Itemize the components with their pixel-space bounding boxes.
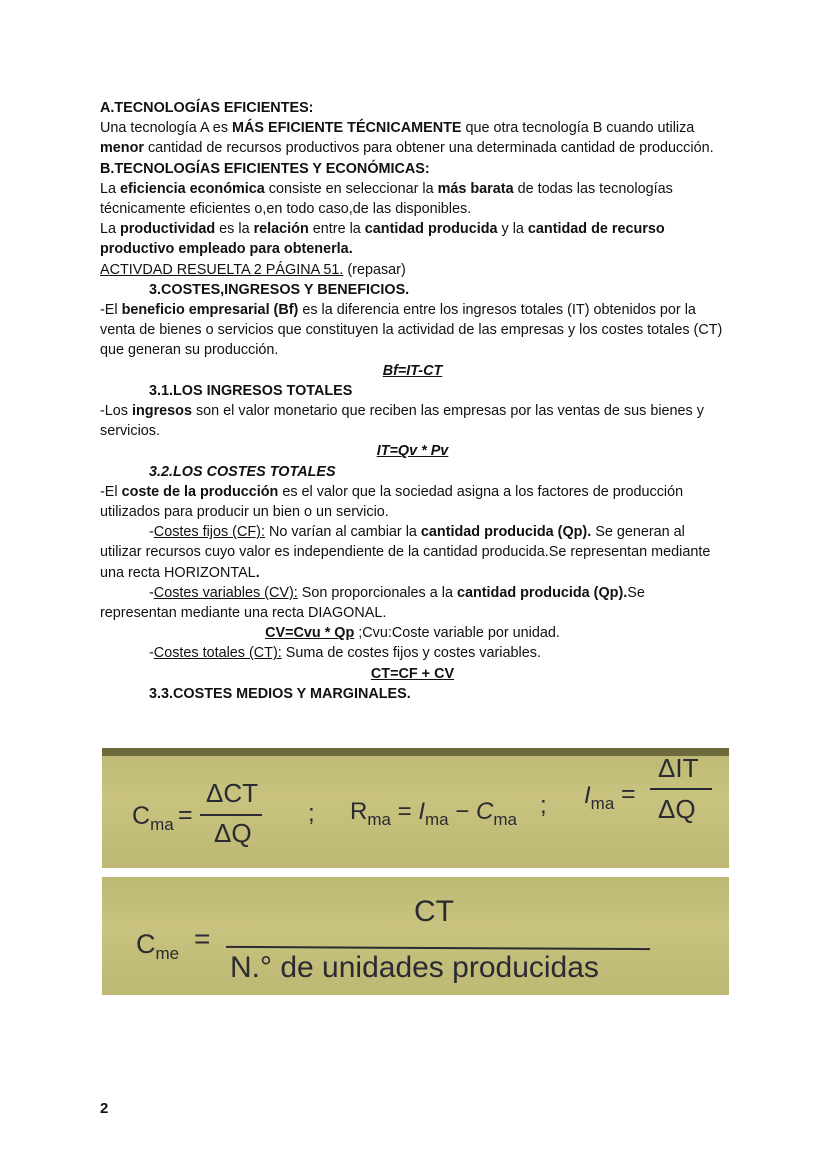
separator: ; xyxy=(308,800,315,827)
section-b-paragraph-1: La eficiencia económica consiste en seleccionar la más barata de todas las tecnologías técnicamente eficientes o,en todo caso,de las disponibles. xyxy=(100,180,673,218)
rma-equation: $R_{ma} = I_{ma} - C_{ma}$ xyxy=(350,798,517,829)
section-b-title: B.TECNOLOGÍAS EFICIENTES Y ECONÓMICAS: xyxy=(100,160,430,177)
equals-sign: = xyxy=(178,801,193,829)
page-number: 2 xyxy=(100,1100,109,1117)
fraction-bar-3 xyxy=(226,946,650,950)
formula-ingresos: IT=Qv * Pv xyxy=(376,443,449,460)
separator-2: ; xyxy=(540,792,547,819)
ima-label: $I_{ma}$ xyxy=(584,782,615,813)
cma-label: $C_{ma}$ xyxy=(132,802,174,834)
formula-beneficio: Bf=IT-CT xyxy=(382,362,443,379)
section-3-paragraph: -El beneficio empresarial (Bf) es la diferencia entre los ingresos totales (IT) obtenidos por la venta de bienes o servicios que constituyen la actividad de las empresas y los costes totales (CT) que generan su producción. xyxy=(100,302,723,359)
formula-costes-totales: CT=CF + CV xyxy=(370,665,455,682)
delta-q-denominator: ΔQ xyxy=(214,818,252,848)
section-b-paragraph-2: La productividad es la relación entre la cantidad producida y la cantidad de recurso productivo empleado para obtenerla. xyxy=(100,221,665,258)
units-denominator: N.° de unidades producidas xyxy=(230,951,599,984)
activity-reference: ACTIVDAD RESUELTA 2 PÁGINA 51. (repasar) xyxy=(100,261,406,278)
delta-it-numerator: ΔIT xyxy=(658,753,699,783)
section-a-paragraph: Una tecnología A es MÁS EFICIENTE TÉCNICAMENTE que otra tecnología B cuando utiliza menor cantidad de recursos productivos para obtener una determinada cantidad de producción. xyxy=(100,120,714,157)
document-body xyxy=(100,98,725,704)
costes-variables-paragraph: -Costes variables (CV): Son proporcionales a la cantidad producida (Qp).Se representan mediante una recta DIAGONAL. xyxy=(100,584,645,622)
marginal-formulas-photo xyxy=(102,748,729,868)
section-31-paragraph: -Los ingresos son el valor monetario que reciben las empresas por las ventas de sus bienes y servicios. xyxy=(100,403,704,440)
photo-edge xyxy=(102,748,729,756)
average-cost-photo xyxy=(102,877,729,995)
section-a-title: A.TECNOLOGÍAS EFICIENTES: xyxy=(100,100,314,116)
section-32-title: 3.2.LOS COSTES TOTALES xyxy=(149,463,336,480)
costes-fijos-paragraph: -Costes fijos (CF): No varían al cambiar la cantidad producida (Qp). Se generan al utilizar recursos cuyo valor es independiente de la cantidad producida.Se representan mediante una recta HORIZONTAL. xyxy=(100,524,711,581)
equals-sign-3: = xyxy=(194,923,211,954)
section-3-title: 3.COSTES,INGRESOS Y BENEFICIOS. xyxy=(149,281,410,298)
section-32-paragraph: -El coste de la producción es el valor que la sociedad asigna a los factores de producción utilizados para producir un bien o un servicio. xyxy=(100,483,684,521)
cme-label: $C_{me}$ xyxy=(136,929,180,963)
fraction-bar-2 xyxy=(650,788,712,790)
ct-numerator: CT xyxy=(414,895,454,928)
section-31-title: 3.1.LOS INGRESOS TOTALES xyxy=(149,382,353,399)
delta-ct-numerator: ΔCT xyxy=(206,778,259,808)
equals-sign-2: = xyxy=(621,780,636,808)
fraction-bar xyxy=(200,814,262,816)
formula-costes-variables: CV=Cvu * Qp ;Cvu:Coste variable por unidad. xyxy=(265,625,560,642)
costes-totales-paragraph: -Costes totales (CT): Suma de costes fijos y costes variables. xyxy=(149,645,541,662)
section-33-title: 3.3.COSTES MEDIOS Y MARGINALES. xyxy=(149,685,411,702)
delta-q-denominator-2: ΔQ xyxy=(658,794,696,824)
